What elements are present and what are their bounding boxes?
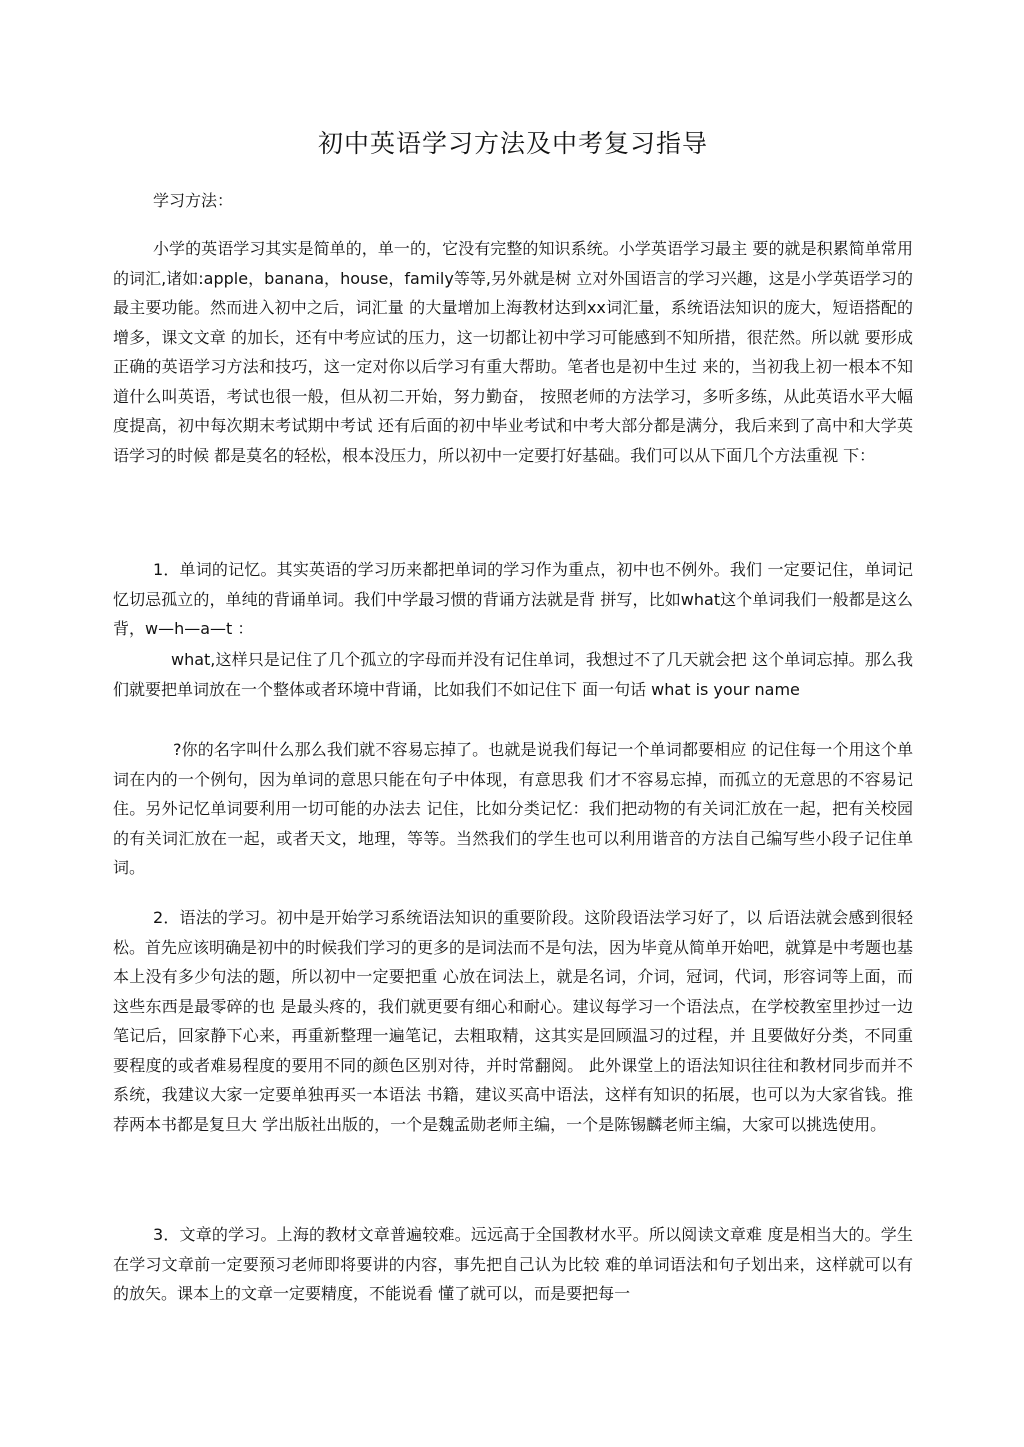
section2-paragraph-grammar: 2．语法的学习。初中是开始学习系统语法知识的重要阶段。这阶段语法学习好了，以 后语法就会感到很轻松。首先应该明确是初中的时候我们学习的更多的是词法而不是句法，因为毕竟从简单开始吧，就算是中考题也基本上没有多少句法的题，所以初中一定要把重 心放在词法上，就是名词，介词，冠词，代词，形容词等上面，而这些东西是最零碎的也 是最头疼的，我们就更要有细心和耐心。建议每学习一个语法点，在学校教室里抄过一边 笔记后，回家静下心来，再重新整理一遍笔记，去粗取精，这其实是回顾温习的过程，并 且要做好分类，不同重要程度的或者难易程度的要用不同的颜色区别对待，并时常翻阅。 此外课堂上的语法知识往往和教材同步而并不系统，我建议大家一定要单独再买一本语法 书籍，建议买高中语法，这样有知识的拓展，也可以为大家省钱。推荐两本书都是复旦大 学出版社出版的，一个是魏孟勋老师主编，一个是陈锡麟老师主编，大家可以挑选使用。 xyxy=(113,908,914,1134)
section3-paragraph-texts: 3．文章的学习。上海的教材文章普遍较难。远远高于全国教材水平。所以阅读文章难 度是相当大的。学生在学习文章前一定要预习老师即将要讲的内容，事先把自己认为比较 难的单词语法和句子划出来，这样就可以有的放矢。课本上的文章一定要精度，不能说看 懂了就可以，而是要把每一 xyxy=(113,1225,913,1303)
section1-paragraph-vocabulary: 1．单词的记忆。其实英语的学习历来都把单词的学习作为重点，初中也不例外。我们 一定要记住，单词记忆切忌孤立的，单纯的背诵单词。我们中学最习惯的背诵方法就是背 拼写，比如what这个单词我们一般都是这么背，w—h—a—t ： xyxy=(113,560,913,638)
section1-paragraph-what-example: what,这样只是记住了几个孤立的字母而并没有记住单词，我想过不了几天就会把 这个单词忘掉。那么我们就要把单词放在一个整体或者环境中背诵，比如我们不如记住下 面一句话 what is your name xyxy=(113,650,913,699)
section1-paragraph-memory-methods: ?你的名字叫什么那么我们就不容易忘掉了。也就是说我们每记一个单词都要相应 的记住每一个用这个单词在内的一个例句，因为单词的意思只能在句子中体现，有意思我 们才不容易忘掉，而孤立的无意思的不容易记住。另外记忆单词要利用一切可能的办法去 记住，比如分类记忆：我们把动物的有关词汇放在一起，把有关校园的有关词汇放在一起，或者天文，地理，等等。当然我们的学生也可以利用谐音的方法自己编写些小段子记住单 词。 xyxy=(113,740,913,877)
section-heading-methods: 学习方法： xyxy=(153,191,234,210)
intro-paragraph: 小学的英语学习其实是简单的，单一的，它没有完整的知识系统。小学英语学习最主 要的就是积累简单常用的词汇,诸如:apple，banana，house，family等等,另外就是树 立对外国语言的学习兴趣，这是小学英语学习的最主要功能。然而进入初中之后，词汇量 的大量增加上海教材达到xx词汇量，系统语法知识的庞大，短语搭配的增多，课文文章 的加长，还有中考应试的压力，这一切都让初中学习可能感到不知所措，很茫然。所以就 要形成正确的英语学习方法和技巧，这一定对你以后学习有重大帮助。笔者也是初中生过 来的，当初我上初一根本不知道什么叫英语，考试也很一般，但从初二开始，努力勤奋， 按照老师的方法学习，多听多练，从此英语水平大幅度提高，初中每次期末考试期中考试 还有后面的初中毕业考试和中考大部分都是满分，我后来到了高中和大学英语学习的时候 都是莫名的轻松，根本没压力，所以初中一定要打好基础。我们可以从下面几个方法重视 下： xyxy=(113,239,913,465)
document-title: 初中英语学习方法及中考复习指导 xyxy=(317,129,708,158)
